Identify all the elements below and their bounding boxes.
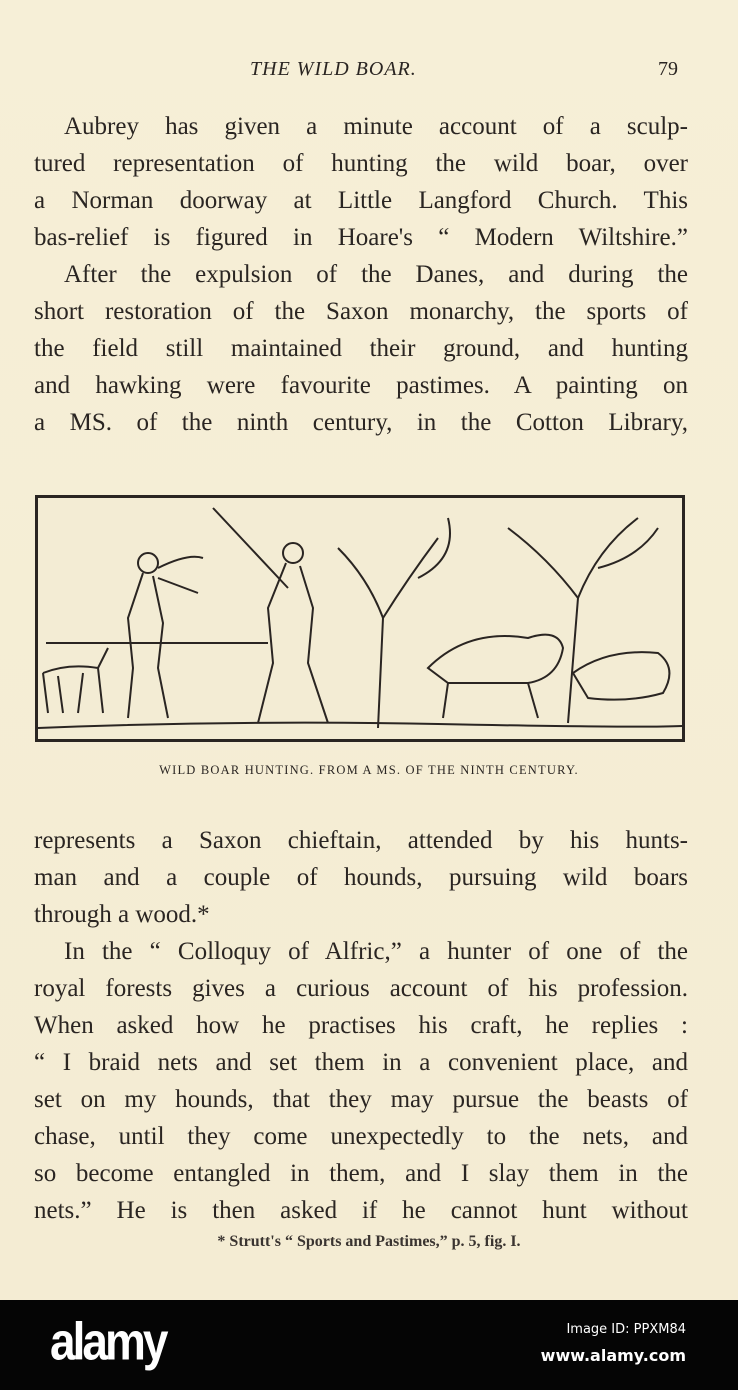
text-line: short restoration of the Saxon monarchy, the sports of: [34, 298, 688, 325]
text-line: through a wood.*: [34, 901, 210, 928]
tree: [338, 518, 450, 728]
alamy-logo: alamy: [50, 1311, 166, 1371]
text-block-top: [34, 108, 688, 441]
boar-figure-2: [573, 652, 669, 700]
text-line: Aubrey has given a minute account of a sculp-: [64, 113, 688, 140]
text-line: man and a couple of hounds, pursuing wild boars: [34, 864, 688, 891]
text-line: bas-relief is figured in Hoare's “ Modern Wiltshire.”: [34, 224, 688, 251]
ground-line: [38, 723, 682, 728]
horn-blower-figure: [128, 553, 203, 718]
site-url: www.alamy.com: [540, 1346, 686, 1365]
text-line: nets.” He is then asked if he cannot hunt without: [34, 1197, 688, 1224]
watermark-bar: [0, 1300, 738, 1390]
boar-hunt-engraving: [38, 498, 682, 739]
footnote: * Strutt's “ Sports and Pastimes,” p. 5, fig. I.: [217, 1233, 521, 1250]
boar-figure: [428, 635, 563, 718]
text-line: In the “ Colloquy of Alfric,” a hunter of one of the: [64, 938, 688, 965]
text-line: represents a Saxon chieftain, attended by his hunts-: [34, 827, 688, 854]
text-line: When asked how he practises his craft, he replies :: [34, 1012, 688, 1039]
text-line: and hawking were favourite pastimes. A painting on: [34, 372, 688, 399]
text-line: tured representation of hunting the wild boar, over: [34, 150, 688, 177]
text-block-bottom: [34, 822, 688, 1229]
image-id: Image ID: PPXM84: [566, 1322, 686, 1337]
hound-figure: [43, 648, 108, 713]
running-title: THE WILD BOAR.: [250, 58, 417, 80]
page-number: 79: [658, 58, 678, 80]
chieftain-figure: [213, 508, 328, 723]
text-line: chase, until they come unexpectedly to the nets, and: [34, 1123, 688, 1150]
text-line: “ I braid nets and set them in a convenient place, and: [34, 1049, 688, 1076]
text-line: so become entangled in them, and I slay them in the: [34, 1160, 688, 1187]
text-line: a Norman doorway at Little Langford Church. This: [34, 187, 688, 214]
text-line: the field still maintained their ground, and hunting: [34, 335, 688, 362]
text-line: royal forests gives a curious account of his profession.: [34, 975, 688, 1002]
text-line: set on my hounds, that they may pursue the beasts of: [34, 1086, 688, 1113]
woodcut-illustration: [35, 495, 685, 742]
figure-caption: WILD BOAR HUNTING. FROM A MS. OF THE NINTH CENTURY.: [159, 763, 579, 777]
text-line: After the expulsion of the Danes, and during the: [64, 261, 688, 288]
text-line: a MS. of the ninth century, in the Cotton Library,: [34, 409, 688, 436]
